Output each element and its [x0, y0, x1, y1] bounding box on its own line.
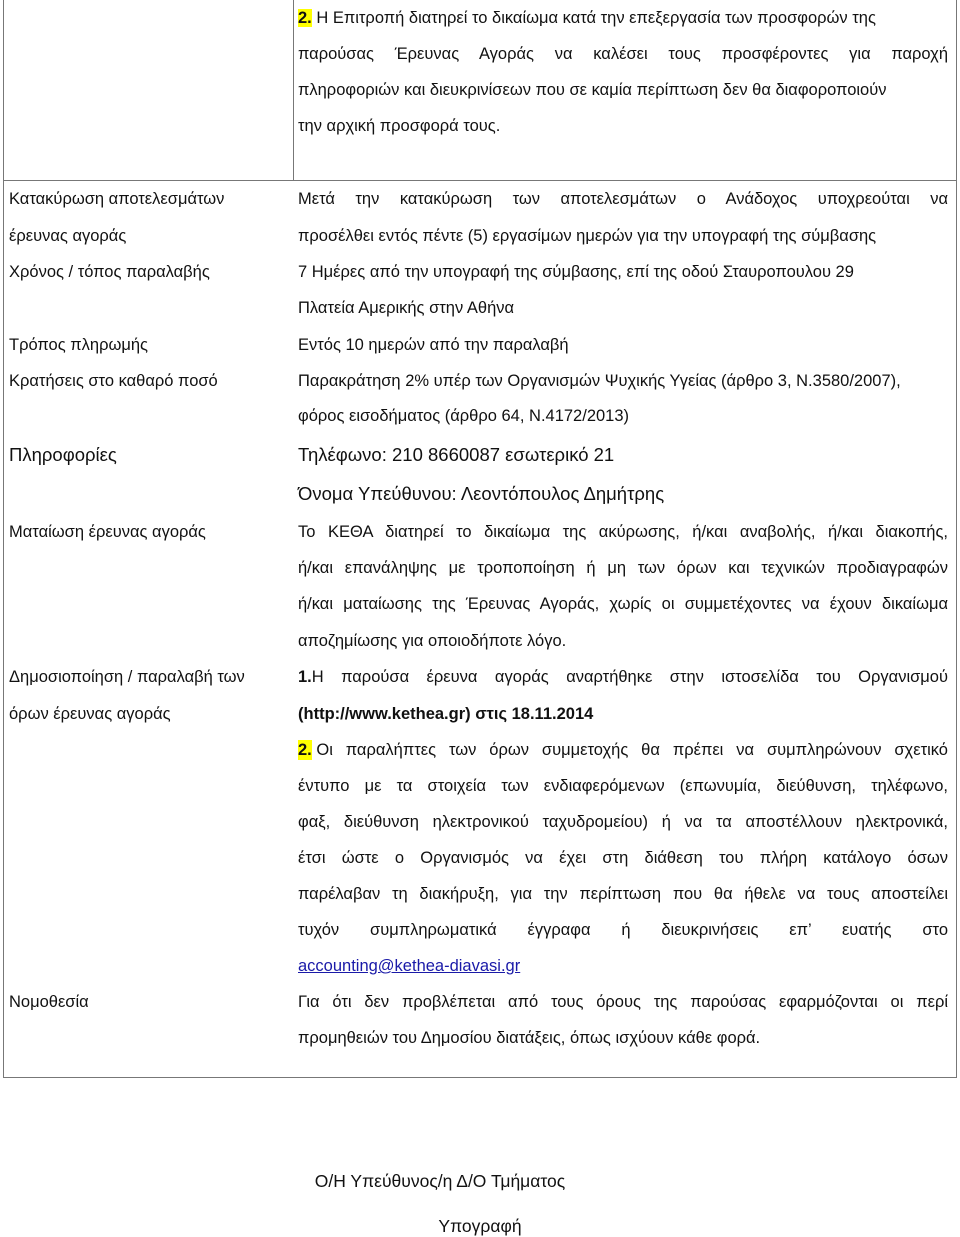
publication-p2-line1: 2. Οι παραλήπτες των όρων συμμετοχής θα πρέπει να συμπληρώνουν σχετικό: [298, 741, 948, 759]
publication-p1-line1: 1. Η παρούσα έρευνα αγοράς αναρτήθηκε στην ιστοσελίδα του Οργανισμού: [298, 668, 948, 686]
payment-value: Εντός 10 ημερών από την παραλαβή: [298, 336, 569, 354]
publication-p2-line3: φαξ, διεύθυνση ηλεκτρονικού ταχυδρομείου) ή να τα αποστέλλουν ηλεκτρονικά,: [298, 813, 948, 831]
signature-sign: Υπογραφή: [438, 1216, 522, 1236]
info-contact: Όνομα Υπεύθυνου: Λεοντόπουλος Δημήτρης: [298, 483, 665, 504]
publication-email-link[interactable]: accounting@kethea-diavasi.gr: [298, 957, 521, 975]
delivery-value-1: 7 Ημέρες από την υπογραφή της σύμβασης, επί της οδού Σταυροπουλου 29: [298, 263, 854, 281]
award-label-2: έρευνας αγοράς: [9, 227, 127, 245]
legislation-value-1: Για ότι δεν προβλέπεται από τους όρους της παρούσας εφαρμόζονται οι περί: [298, 993, 948, 1011]
publication-p2-line6: τυχόν συμπληρωματικά έγγραφα ή διευκρινήσεις επ’ ευατής στο: [298, 921, 948, 939]
award-value-2: προσέλθει εντός πέντε (5) εργασίμων ημερών για την υπογραφή της σύμβασης: [298, 227, 877, 245]
column-divider: [293, 0, 294, 180]
row-divider: [4, 180, 956, 181]
info-label: Πληροφορίες: [9, 444, 117, 465]
award-label-1: Κατακύρωση αποτελεσμάτων: [9, 190, 225, 208]
cancellation-value-1: Το ΚΕΘΑ διατηρεί το δικαίωμα της ακύρωσης, ή/και αναβολής, ή/και διακοπής,: [298, 523, 948, 541]
award-value-1: Μετά την κατακύρωση των αποτελεσμάτων ο Ανάδοχος υποχρεούται να: [298, 190, 948, 208]
publication-p1-number: 1.: [298, 668, 312, 686]
cancellation-value-3: ή/και ματαίωσης της Έρευνας Αγοράς, χωρίς οι συμμετέχοντες να έχουν δικαίωμα: [298, 595, 948, 613]
item2-number: 2.: [298, 9, 312, 27]
deductions-value-2: φόρος εισοδήματος (άρθρο 64, Ν.4172/2013): [298, 407, 630, 425]
item2-line-2: παρούσας Έρευνας Αγοράς να καλέσει τους προσφέροντες για παροχή: [298, 45, 948, 63]
legislation-label: Νομοθεσία: [9, 993, 89, 1011]
info-phone: Τηλέφωνο: 210 8660087 εσωτερικό 21: [298, 444, 615, 465]
publication-p2-line5: παρέλαβαν τη διακήρυξη, για την περίπτωση που θα ήθελε να τους αποστείλει: [298, 885, 948, 903]
delivery-label: Χρόνος / τόπος παραλαβής: [9, 263, 210, 281]
publication-p1-line2: (http://www.kethea.gr) στις 18.11.2014: [298, 705, 594, 723]
deductions-label: Κρατήσεις στο καθαρό ποσό: [9, 372, 218, 390]
cancellation-value-2: ή/και επανάληψης με τροποποίηση ή μη των όρων και τεχνικών προδιαγραφών: [298, 559, 948, 577]
payment-label: Τρόπος πληρωμής: [9, 336, 148, 354]
item2-line-3: πληροφοριών και διευκρινίσεων που σε καμία περίπτωση δεν θα διαφοροποιούν: [298, 81, 887, 99]
legislation-value-2: προμηθειών του Δημοσίου διατάξεις, όπως ισχύουν κάθε φορά.: [298, 1029, 761, 1047]
delivery-value-2: Πλατεία Αμερικής στην Αθήνα: [298, 299, 515, 317]
publication-p2-line2: έντυπο με τα στοιχεία των ενδιαφερόμενων (επωνυμία, διεύθυνση, τηλέφωνο,: [298, 777, 948, 795]
publication-label-1: Δημοσιοποίηση / παραλαβή των: [9, 668, 245, 686]
signature-title: Ο/Η Υπεύθυνος/η Δ/Ο Τμήματος: [314, 1171, 566, 1191]
publication-label-2: όρων έρευνας αγοράς: [9, 705, 171, 723]
item2-line-4: την αρχική προσφορά τους.: [298, 117, 501, 135]
publication-p2-number: 2.: [298, 741, 312, 759]
cancellation-value-4: αποζημίωσης για οποιοδήποτε λόγο.: [298, 632, 567, 650]
cancellation-label: Ματαίωση έρευνας αγοράς: [9, 523, 206, 541]
publication-p2-line4: έτσι ώστε ο Οργανισμός να έχει στη διάθεση του πλήρη κατάλογο όσων: [298, 849, 948, 867]
deductions-value-1: Παρακράτηση 2% υπέρ των Οργανισμών Ψυχικής Υγείας (άρθρο 3, Ν.3580/2007),: [298, 372, 901, 390]
item2-line-1: 2. Η Επιτροπή διατηρεί το δικαίωμα κατά την επεξεργασία των προσφορών της: [298, 9, 876, 27]
